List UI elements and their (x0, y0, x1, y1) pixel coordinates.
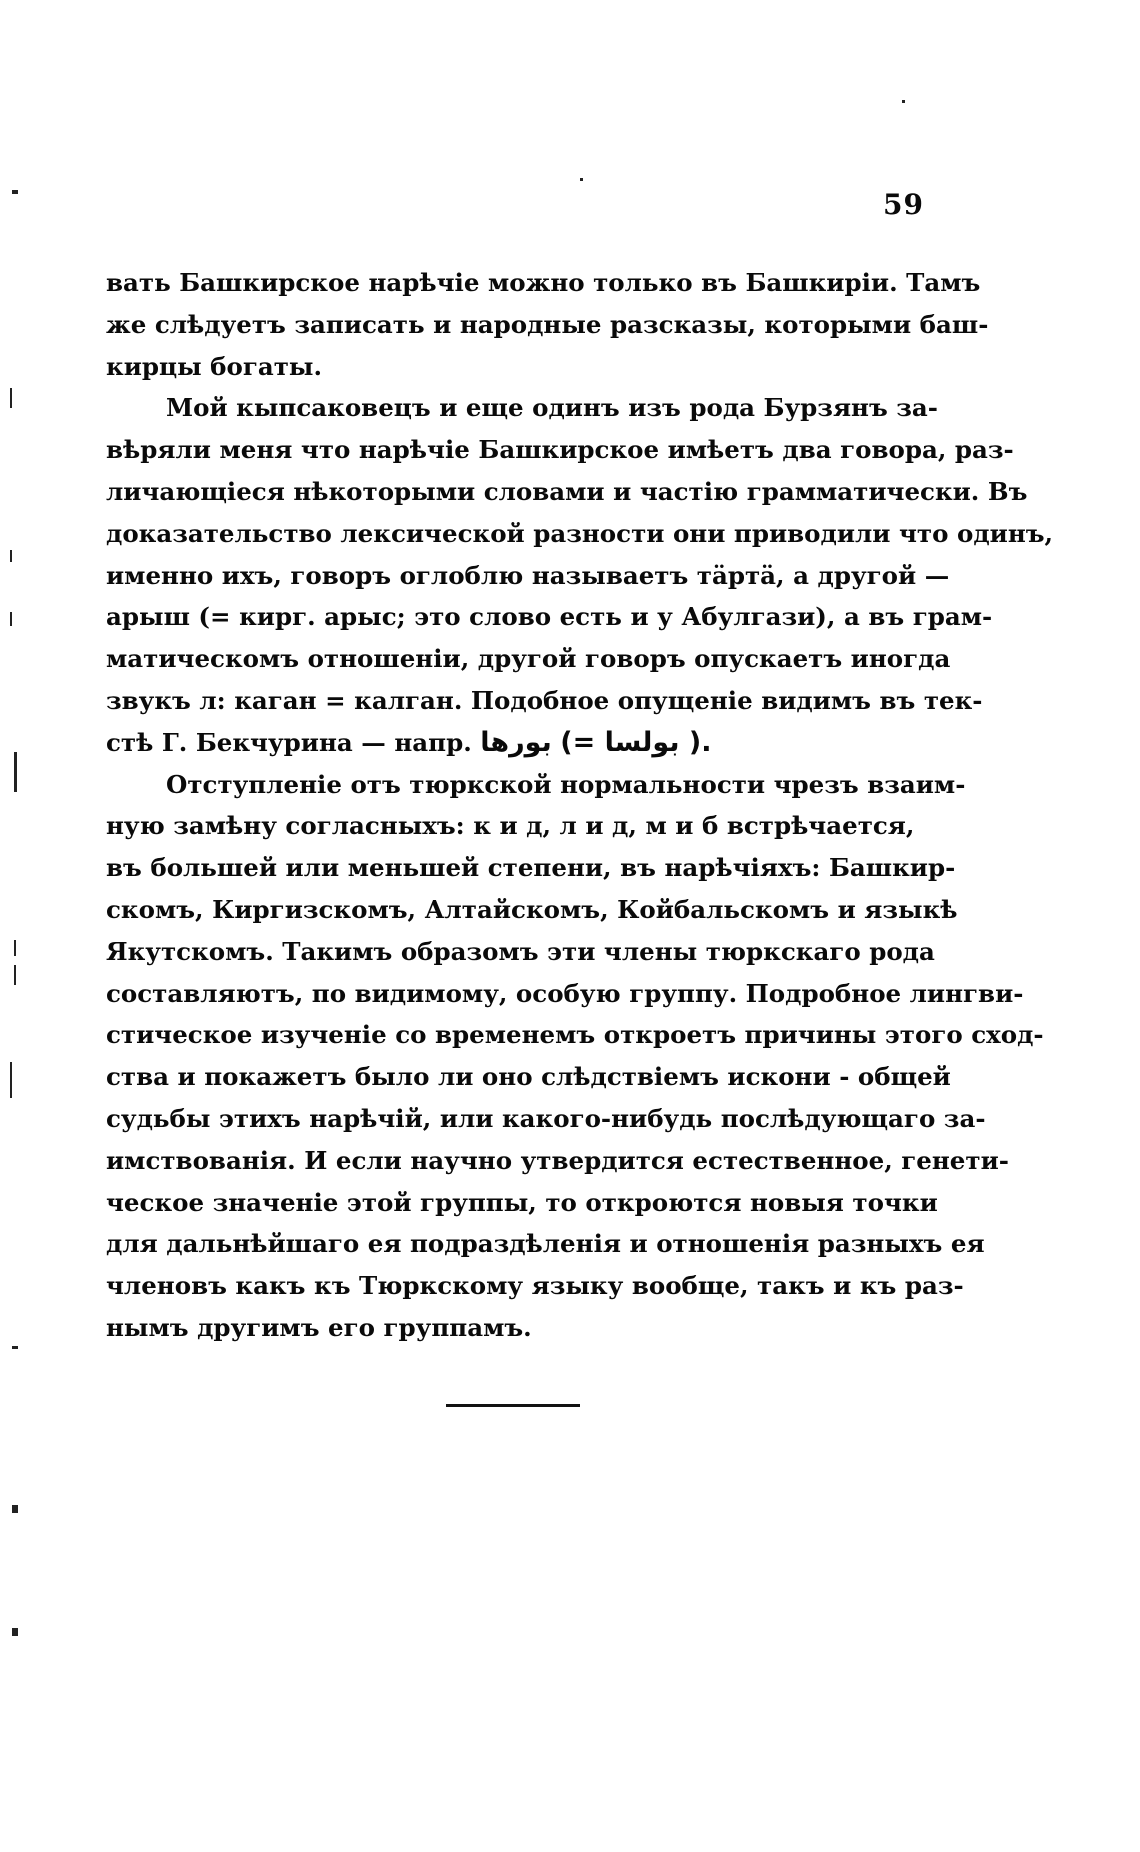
text-line: стическое изученіе со временемъ откроетъ причины этого сход- (106, 1020, 1044, 1050)
scan-mark (12, 190, 18, 194)
body-text (106, 262, 1054, 1349)
scan-mark (12, 1346, 18, 1349)
text-line: стѣ Г. Бекчурина — напр. (106, 727, 472, 757)
scan-mark (10, 612, 12, 626)
arabic-example: بورها (480, 726, 552, 758)
text-line: въ большей или меньшей степени, въ нарѣчіяхъ: Башкир- (106, 853, 956, 883)
scan-mark (12, 1628, 18, 1636)
scan-mark (14, 940, 16, 956)
scan-mark (12, 1505, 18, 1513)
text-line-with-arabic (106, 722, 906, 764)
page-number: 59 (883, 188, 924, 221)
text-line: Якутскомъ. Такимъ образомъ эти члены тюркскаго рода (106, 936, 935, 966)
paragraph-3 (106, 764, 1044, 1349)
text-line: Мой кыпсаковецъ и еще одинъ изъ рода Бурзянъ за- (166, 393, 938, 423)
scan-mark (10, 388, 12, 408)
text-line: для дальнѣйшаго ея подраздѣленія и отношенія разныхъ ея (106, 1229, 985, 1259)
scan-mark (580, 178, 583, 181)
paragraph-1 (106, 262, 989, 387)
text-line: доказательство лексической разности они приводили что одинъ, (106, 518, 1054, 548)
scan-mark (14, 965, 16, 985)
text-line: арыш (= кирг. арыс; это слово есть и у Абулгази), а въ грам- (106, 602, 993, 632)
text-line: же слѣдуетъ записать и народные разсказы, которыми баш- (106, 309, 989, 339)
text-line: вѣряли меня что нарѣчіе Башкирское имѣетъ два говора, раз- (106, 435, 1014, 465)
text-line: судьбы этихъ нарѣчій, или какого-нибудь послѣдующаго за- (106, 1103, 986, 1133)
text-line: ную замѣну согласныхъ: к и д, л и д, м и б встрѣчается, (106, 811, 915, 841)
paragraph-2 (106, 387, 1054, 763)
text-line: членовъ какъ къ Тюркскому языку вообще, такъ и къ раз- (106, 1271, 964, 1301)
text-line: скомъ, Киргизскомъ, Алтайскомъ, Койбальскомъ и языкѣ (106, 894, 958, 924)
text-line: матическомъ отношеніи, другой говоръ опускаетъ иногда (106, 644, 951, 674)
scan-mark (902, 100, 905, 103)
text-line: ческое значеніе этой группы, то откроются новыя точки (106, 1187, 938, 1217)
text-line: имствованія. И если научно утвердится естественное, генети- (106, 1145, 1009, 1175)
scan-mark (10, 550, 12, 562)
scan-mark (10, 1062, 12, 1098)
text-line: вать Башкирское нарѣчіе можно только въ Башкиріи. Тамъ (106, 268, 981, 297)
text-line: ства и покажетъ было ли оно слѣдствіемъ искони - общей (106, 1062, 951, 1092)
arabic-equivalent: (= بولسا ). (560, 726, 712, 758)
text-line: звукъ л: каган = калган. Подобное опущеніе видимъ въ тек- (106, 685, 983, 715)
text-line: составляютъ, по видимому, особую группу. Подробное лингви- (106, 978, 1024, 1008)
text-line: именно ихъ, говоръ оглоблю называетъ тäртä, а другой — (106, 560, 950, 590)
text-line: киpцы богаты. (106, 351, 323, 381)
text-line: нымъ другимъ его группамъ. (106, 1312, 532, 1342)
text-line: личающіеся нѣкоторыми словами и частію грамматически. Въ (106, 476, 1028, 506)
text-line: Отступленіе отъ тюркской нормальности чрезъ взаим- (166, 769, 966, 799)
scan-mark (14, 752, 17, 792)
section-divider (446, 1404, 580, 1407)
